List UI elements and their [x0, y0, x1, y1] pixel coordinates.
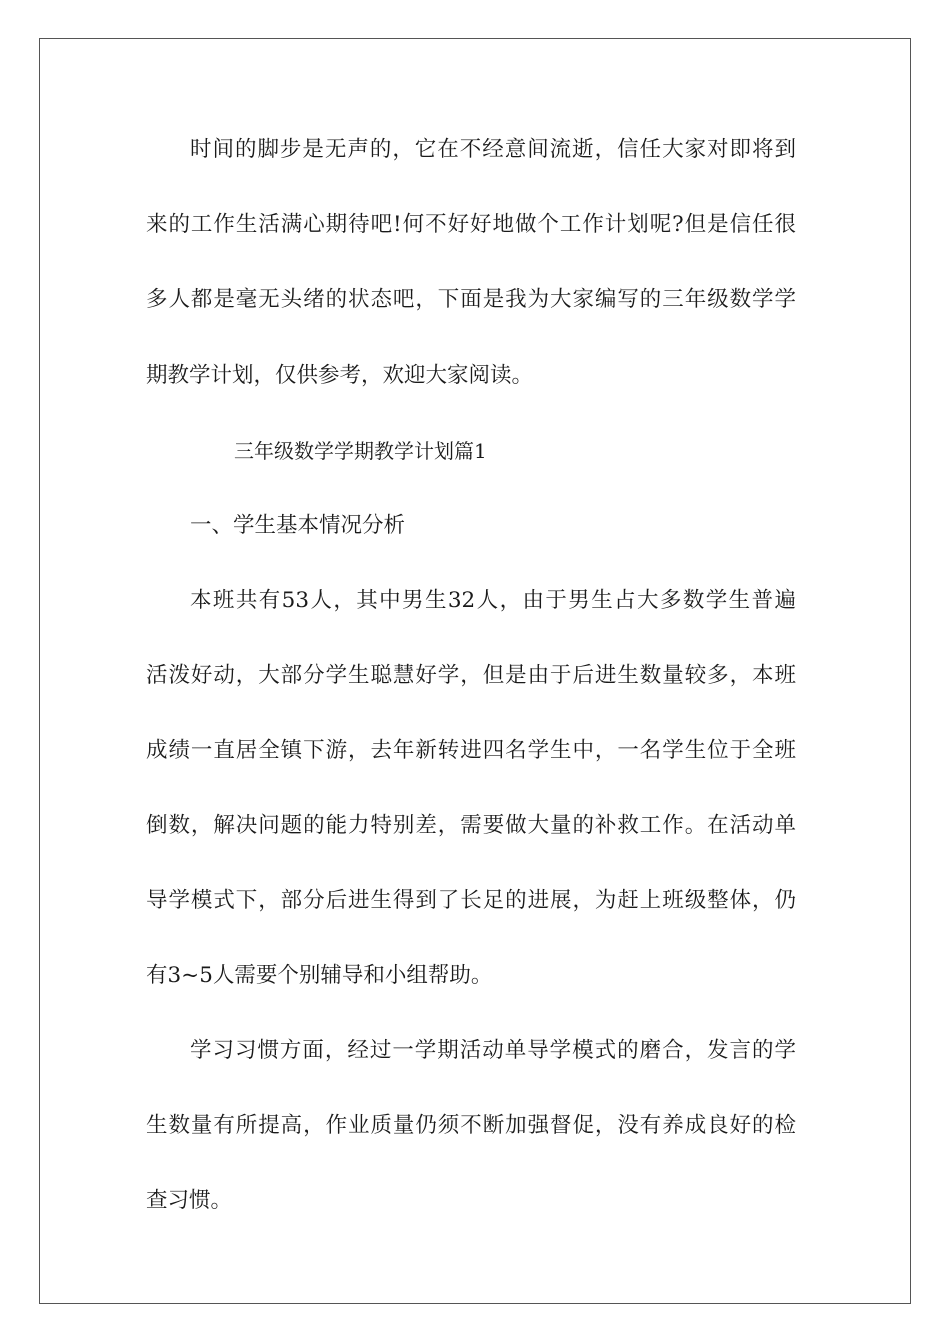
analysis-paragraph-line: 成绩一直居全镇下游，去年新转进四名学生中，一名学生位于全班 — [146, 738, 796, 763]
section-heading: 一、学生基本情况分析 — [190, 513, 406, 538]
habits-paragraph-line: 查习惯。 — [146, 1188, 233, 1213]
habits-paragraph-line: 学习习惯方面，经过一学期活动单导学模式的磨合，发言的学 — [190, 1038, 796, 1063]
analysis-paragraph-line: 导学模式下，部分后进生得到了长足的进展，为赶上班级整体，仍 — [146, 888, 796, 913]
section-title: 三年级数学学期教学计划篇1 — [234, 439, 487, 463]
analysis-paragraph-line: 有3~5人需要个别辅导和小组帮助。 — [146, 963, 493, 988]
habits-paragraph-line: 生数量有所提高，作业质量仍须不断加强督促，没有养成良好的检 — [146, 1113, 796, 1138]
analysis-paragraph-line: 活泼好动，大部分学生聪慧好学，但是由于后进生数量较多，本班 — [146, 663, 796, 688]
intro-paragraph-line: 期教学计划，仅供参考，欢迎大家阅读。 — [146, 363, 534, 388]
analysis-paragraph-line: 倒数，解决问题的能力特别差，需要做大量的补救工作。在活动单 — [146, 813, 796, 838]
intro-paragraph-line: 来的工作生活满心期待吧!何不好好地做个工作计划呢?但是信任很 — [146, 212, 796, 237]
intro-paragraph-line: 多人都是毫无头绪的状态吧，下面是我为大家编写的三年级数学学 — [146, 287, 796, 312]
analysis-paragraph-line: 本班共有53人，其中男生32人，由于男生占大多数学生普遍 — [190, 588, 796, 613]
intro-paragraph-line: 时间的脚步是无声的，它在不经意间流逝，信任大家对即将到 — [190, 137, 796, 162]
